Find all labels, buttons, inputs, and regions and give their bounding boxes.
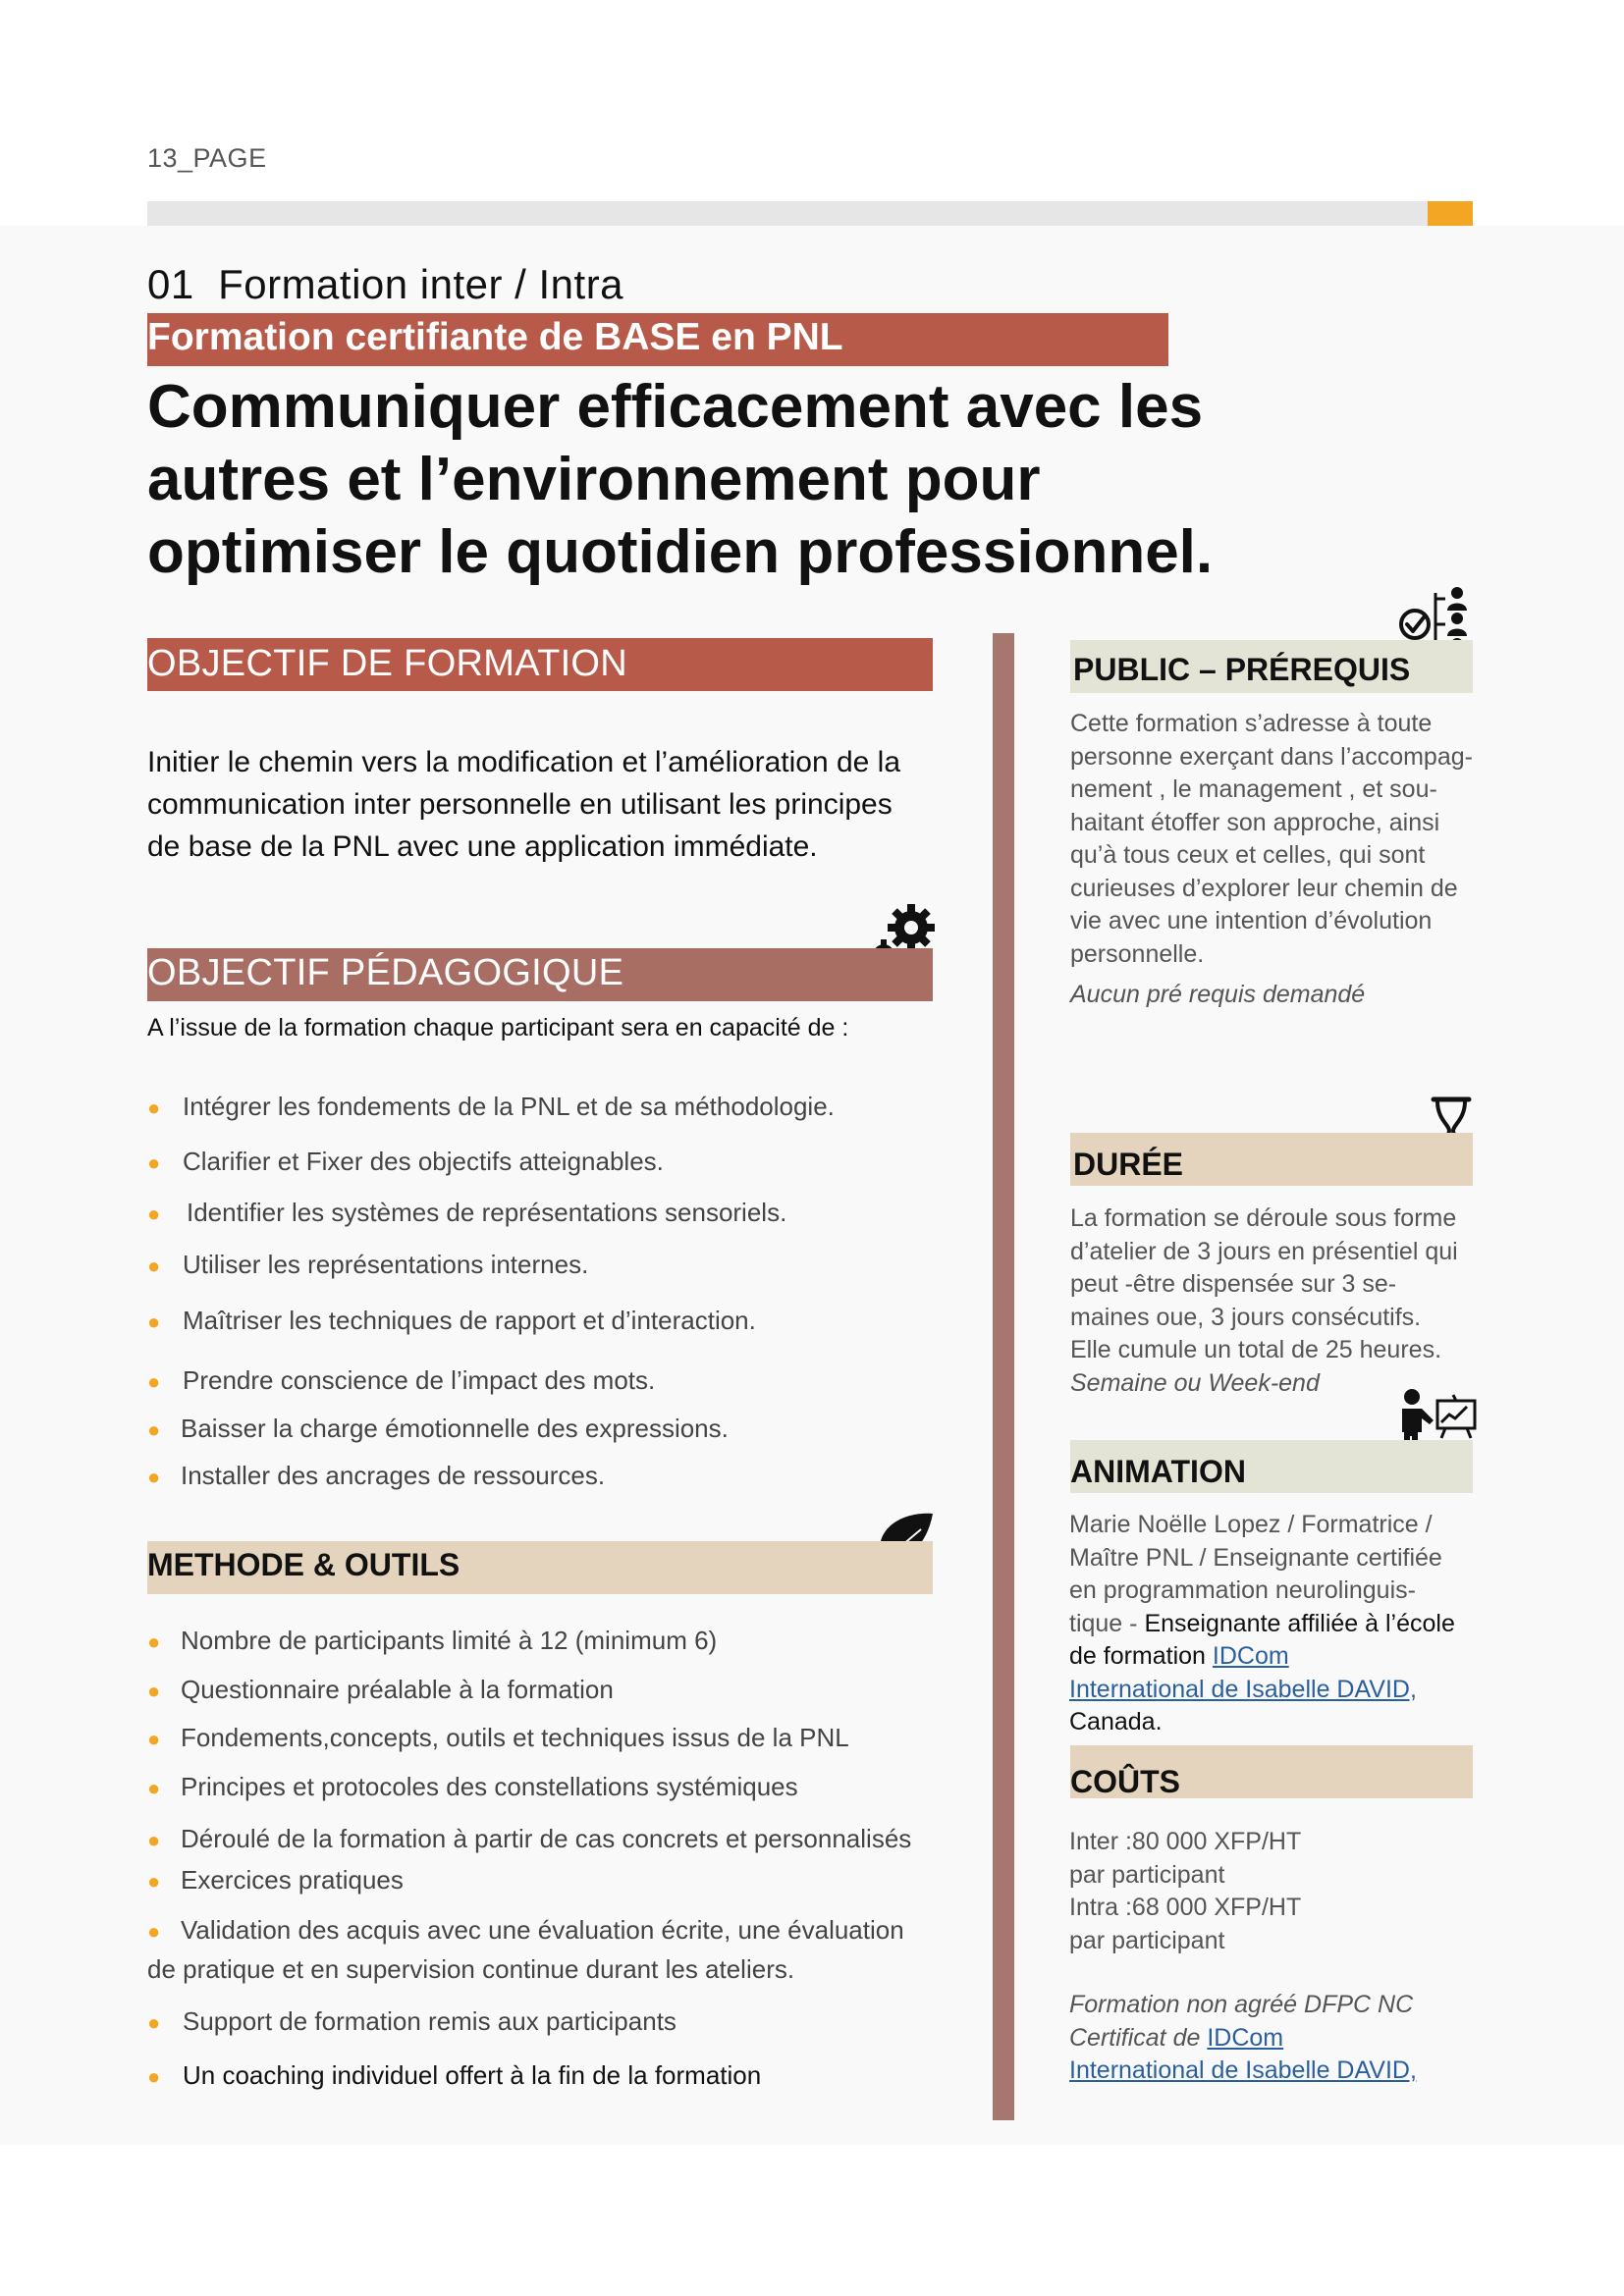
objectif-formation-title: OBJECTIF DE FORMATION xyxy=(147,643,628,684)
text-line: Maître PNL / Enseignante certifiée xyxy=(1069,1543,1442,1572)
animation-text xyxy=(1069,1509,1477,1739)
certificate-label: Certificat de xyxy=(1069,2023,1208,2052)
section-kicker xyxy=(147,261,623,308)
duree-title: DURÉE xyxy=(1073,1147,1184,1182)
text-line: vie avec une intention d’évolution xyxy=(1070,907,1433,934)
public-note: Aucun pré requis demandé xyxy=(1070,981,1366,1008)
text-line: Marie Noëlle Lopez / Formatrice / xyxy=(1069,1511,1433,1538)
list-item: ● Exercices pratiques xyxy=(147,1865,404,1895)
text-line: de formation IDCom xyxy=(1069,1642,1289,1670)
text-line: La formation se déroule sous forme xyxy=(1070,1204,1457,1232)
kicker-text: Formation inter / Intra xyxy=(218,261,624,307)
column-divider xyxy=(993,633,1014,2120)
text-line: qu’à tous ceux et celles, qui sont xyxy=(1070,841,1426,869)
duree-text xyxy=(1070,1202,1478,1400)
list-item: ● Intégrer les fondements de la PNL et de sa méthodologie. xyxy=(147,1092,835,1121)
list-item: ● Questionnaire préalable à la formation xyxy=(147,1675,614,1704)
couts-title: COÛTS xyxy=(1070,1764,1180,1799)
animation-title: ANIMATION xyxy=(1070,1454,1246,1489)
text-line: communication inter personnelle en utilisant les principes xyxy=(147,788,893,821)
text-line: curieuses d’explorer leur chemin de xyxy=(1070,874,1458,902)
duree-note: Semaine ou Week-end xyxy=(1070,1368,1320,1397)
text-line: maines oue, 3 jours consécutifs. xyxy=(1070,1303,1422,1331)
text-line: Elle cumule un total de 25 heures. xyxy=(1070,1336,1442,1363)
list-item: ● Prendre conscience de l’impact des mots. xyxy=(147,1365,656,1395)
text-line: par participant xyxy=(1069,1860,1225,1889)
public-text xyxy=(1070,708,1478,1012)
text-line: personnelle. xyxy=(1070,939,1205,968)
text-line: Canada. xyxy=(1069,1708,1163,1735)
idcom-link-continued[interactable]: International de Isabelle DAVID, xyxy=(1069,1675,1417,1703)
header-rule xyxy=(147,201,1473,226)
list-item-coaching: ● Un coaching individuel offert à la fin de la formation xyxy=(147,2060,762,2090)
public-title: PUBLIC – PRÉREQUIS xyxy=(1073,652,1411,687)
list-item: ● Identifier les systèmes de représentations sensoriels. xyxy=(147,1198,787,1227)
headline-line: optimiser le quotidien professionnel. xyxy=(147,518,1214,586)
text-line: nement , le management , et sou- xyxy=(1070,775,1437,803)
page-headline xyxy=(147,371,1375,589)
list-item: ● Support de formation remis aux participants xyxy=(147,2006,677,2036)
couts-text xyxy=(1069,1826,1477,2088)
price-line: Inter :80 000 XFP/HT xyxy=(1069,1828,1302,1855)
headline-line: autres et l’environnement pour xyxy=(147,446,1041,513)
text-line: tique - Enseignante affiliée à l’école xyxy=(1069,1609,1455,1637)
idcom-link[interactable]: IDCom xyxy=(1212,1642,1289,1670)
list-item: ● Fondements,concepts, outils et techniques issus de la PNL xyxy=(147,1723,849,1752)
header-accent-block xyxy=(1428,201,1473,226)
text-line: peut -être dispensée sur 3 se- xyxy=(1070,1270,1397,1298)
list-item-validation: ● Validation des acquis avec une évaluation écrite, une évaluation de pratique et en supervision continue durant les ateliers. xyxy=(147,1915,904,1984)
text-line: de base de la PNL avec une application immédiate. xyxy=(147,830,818,863)
agreement-note: Formation non agréé DFPC NC xyxy=(1069,1991,1414,2018)
idcom-link[interactable]: IDCom xyxy=(1207,2023,1284,2052)
list-item: ● Nombre de participants limité à 12 (minimum 6) xyxy=(147,1626,718,1655)
list-item: ● Maîtriser les techniques de rapport et d’interaction. xyxy=(147,1306,756,1335)
objectif-formation-text xyxy=(147,741,933,868)
certification-title: Formation certifiante de BASE en PNL xyxy=(147,316,843,358)
text-line: Initier le chemin vers la modification et l’amélioration de la xyxy=(147,746,901,778)
objectif-pedagogique-intro: A l’issue de la formation chaque participant sera en capacité de : xyxy=(147,1014,849,1041)
idcom-link-continued[interactable]: International de Isabelle DAVID, xyxy=(1069,2056,1417,2084)
list-item: ● Principes et protocoles des constellations systémiques xyxy=(147,1772,798,1801)
text-line: Cette formation s’adresse à toute xyxy=(1070,710,1433,737)
page-number: 13_PAGE xyxy=(147,143,267,173)
text-line: haitant étoffer son approche, ainsi xyxy=(1070,808,1440,836)
headline-line: Communiquer efficacement avec les xyxy=(147,373,1204,441)
list-item: ● Clarifier et Fixer des objectifs atteignables. xyxy=(147,1147,664,1176)
list-item: ● Utiliser les représentations internes. xyxy=(147,1250,589,1279)
list-item: ● Baisser la charge émotionnelle des expressions. xyxy=(147,1414,729,1443)
objectif-pedagogique-title: OBJECTIF PÉDAGOGIQUE xyxy=(147,952,624,993)
price-line: Intra :68 000 XFP/HT xyxy=(1069,1894,1302,1921)
kicker-number: 01 xyxy=(147,261,194,307)
list-item: ● Installer des ancrages de ressources. xyxy=(147,1461,606,1490)
text-line: par participant xyxy=(1069,1926,1225,1954)
text-line: en programmation neurolinguis- xyxy=(1069,1576,1416,1604)
methode-title: METHODE & OUTILS xyxy=(147,1547,460,1582)
list-item: ● Déroulé de la formation à partir de cas concrets et personnalisés xyxy=(147,1824,912,1853)
text-line: d’atelier de 3 jours en présentiel qui xyxy=(1070,1237,1458,1265)
text-line: personne exerçant dans l’accompag- xyxy=(1070,742,1473,771)
